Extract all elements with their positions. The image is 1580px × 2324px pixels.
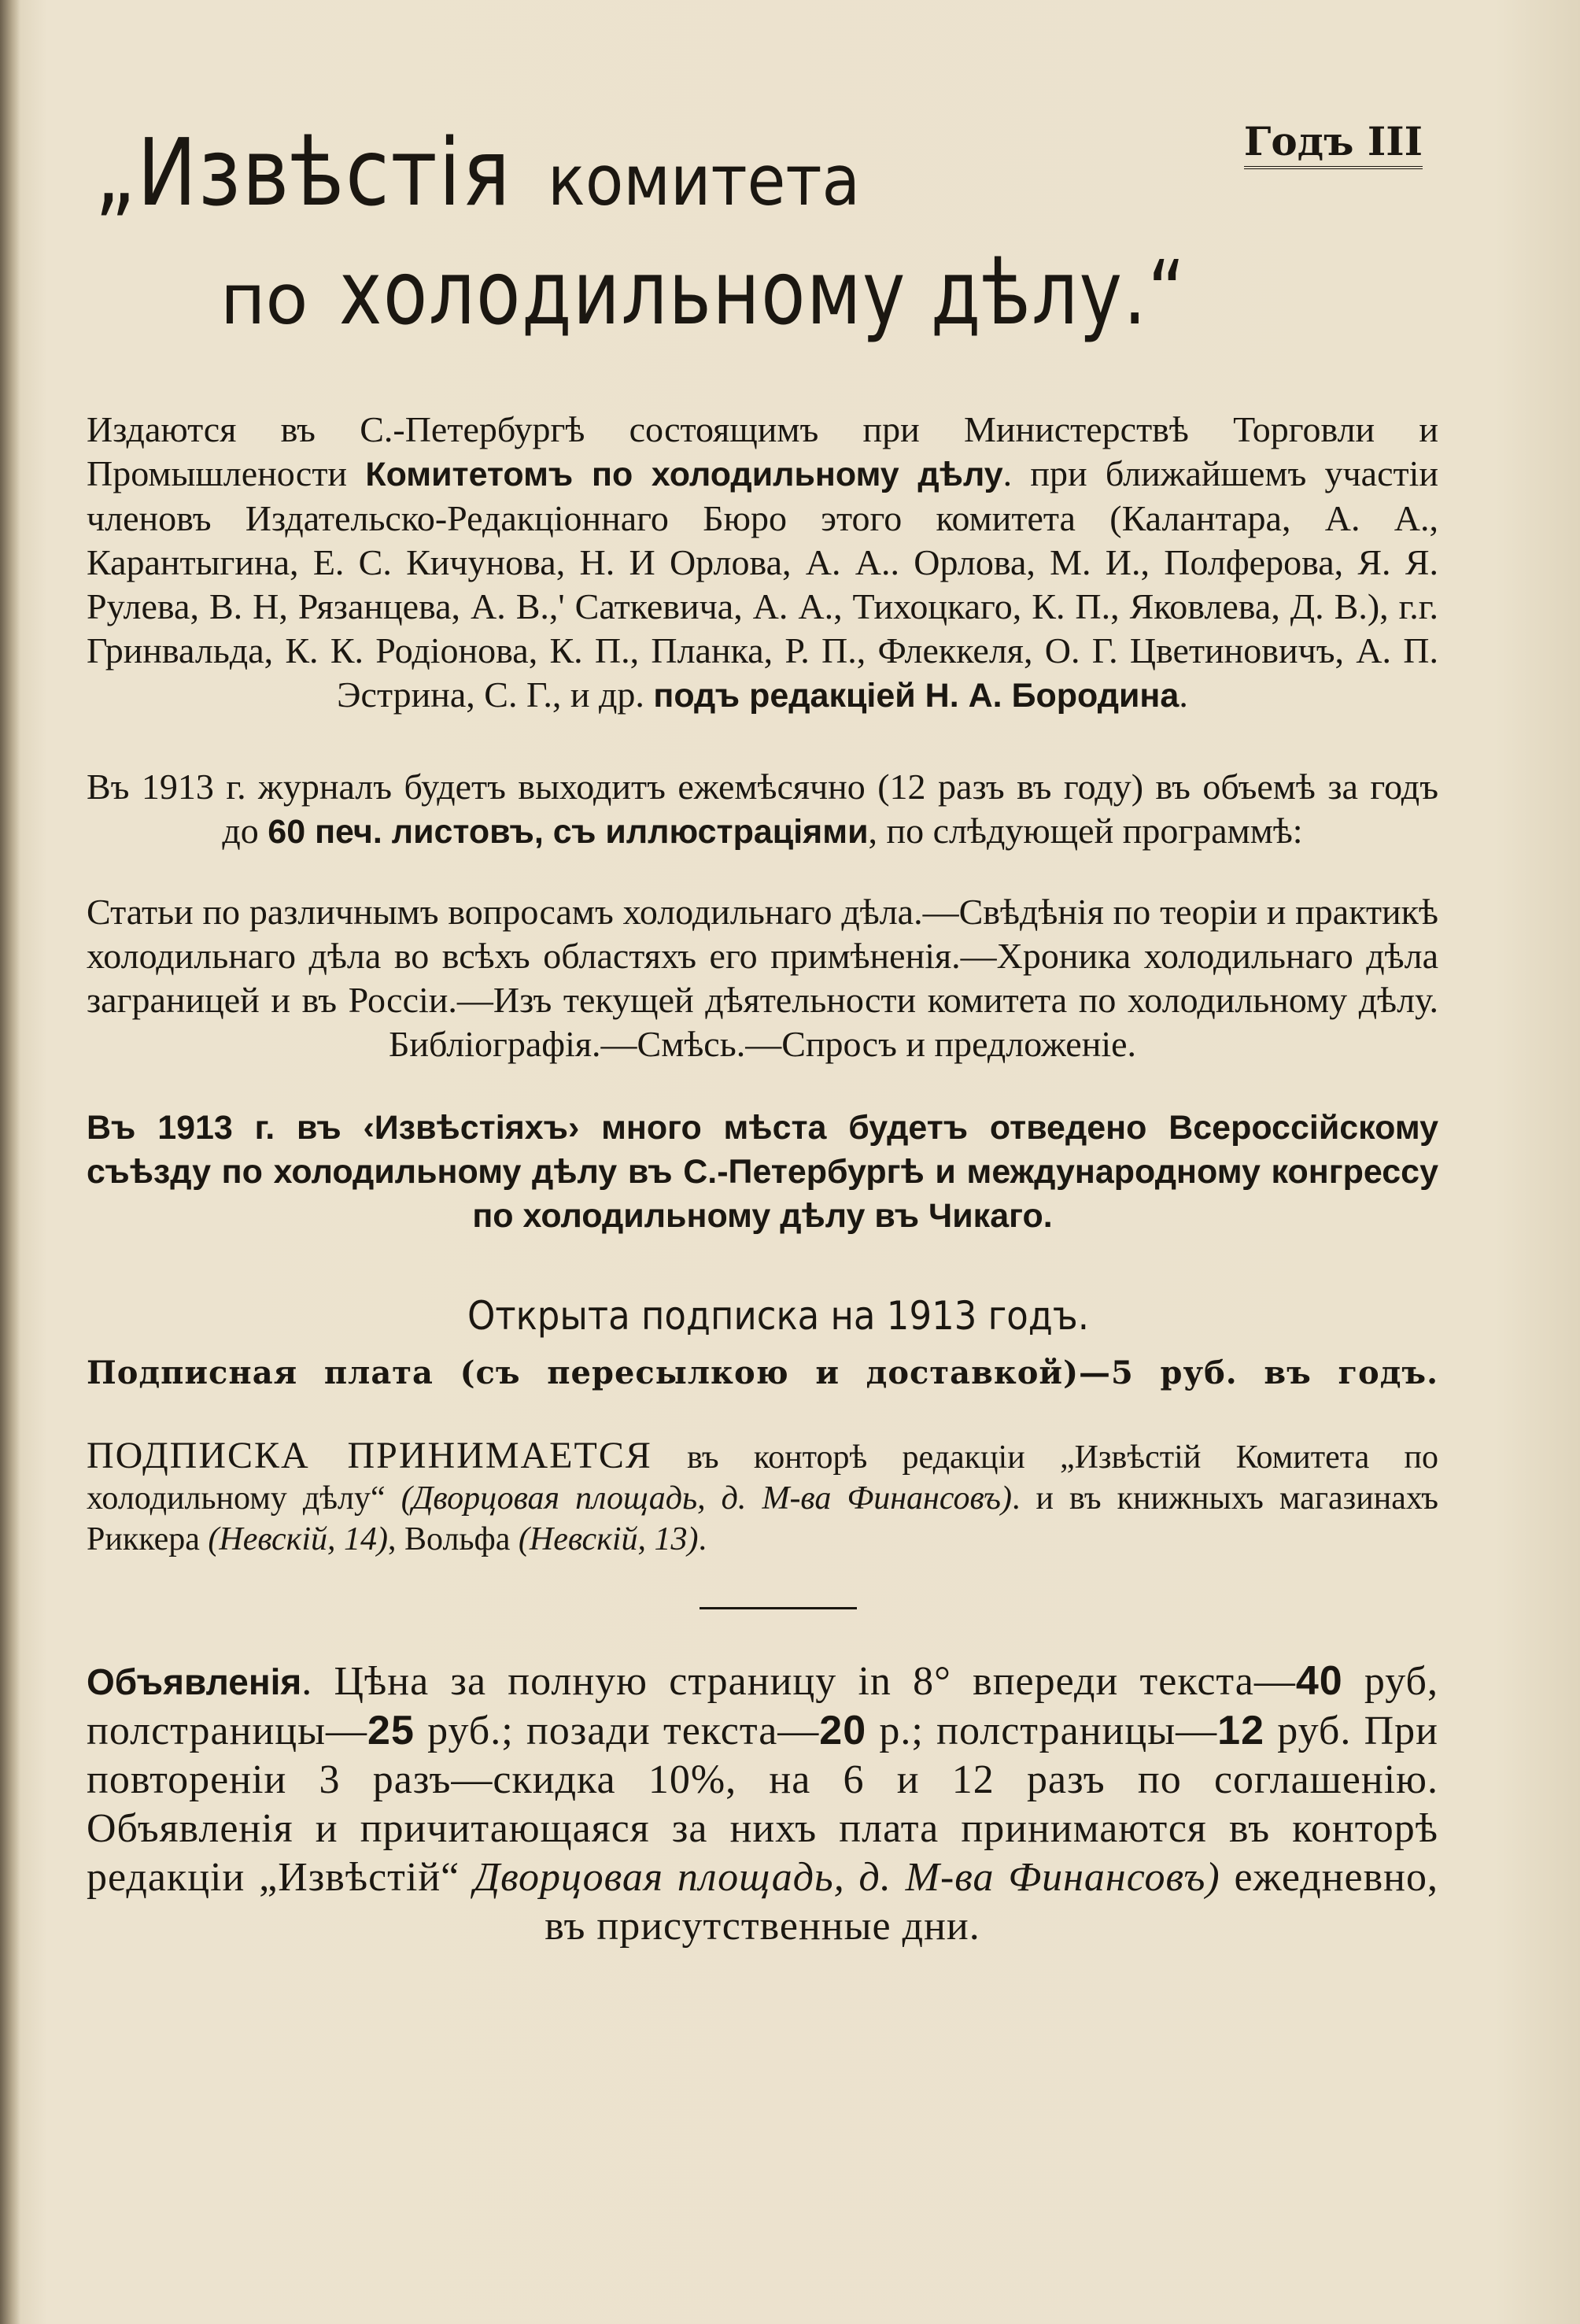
masthead-title-izvestiya: „Извѣстія bbox=[94, 118, 512, 227]
subscription-fee: Подписная плата (съ пересылкою и доставкой)—5 руб. въ годъ. bbox=[87, 1354, 1438, 1391]
ads-paragraph bbox=[87, 1657, 1438, 1951]
intro-text-1: Издаются въ С.-Петербургѣ состоящимъ при Министерствѣ Торговли и Промышлености bbox=[87, 409, 1438, 493]
accept-address-3: (Невскій, 13) bbox=[518, 1521, 699, 1557]
ads-price-1: 40 bbox=[1295, 1658, 1343, 1704]
masthead-word-po: по bbox=[220, 259, 308, 340]
subscription-accept-paragraph bbox=[87, 1435, 1438, 1560]
masthead-line-2 bbox=[220, 242, 1462, 345]
year-label: Годъ III bbox=[1244, 118, 1423, 169]
accept-text-3: , Вольфа bbox=[387, 1521, 519, 1557]
ads-address: Дворцовая площадь, д. М-ва Финансовъ) bbox=[474, 1855, 1220, 1900]
intro-editor: подъ редакціей Н. А. Бородина bbox=[653, 677, 1179, 715]
accept-address-1: (Дворцовая площадь, д. М-ва Финансовъ) bbox=[401, 1480, 1012, 1517]
subscription-heading: Открыта подписка на 1913 годъ. bbox=[467, 1293, 1090, 1339]
section-divider bbox=[700, 1607, 857, 1609]
ads-text-3: руб.; позади текста— bbox=[414, 1709, 820, 1753]
schedule-volume: 60 печ. листовъ, съ иллюстраціями bbox=[268, 813, 869, 851]
ads-text-4: р.; полстраницы— bbox=[866, 1709, 1218, 1753]
ads-label: Объявленія bbox=[87, 1661, 302, 1702]
masthead-word-komiteta: комитета bbox=[548, 140, 861, 221]
accept-text-4: . bbox=[698, 1521, 707, 1557]
schedule-paragraph bbox=[87, 765, 1438, 854]
ads-text-1: . Цѣна за полную страницу in 8° впереди текста— bbox=[301, 1659, 1296, 1704]
ads-text-6: ежедневно, въ присутственные дни. bbox=[545, 1855, 1439, 1949]
ads-price-2: 25 bbox=[367, 1708, 415, 1753]
accept-caps-heading: ПОДПИСКА ПРИНИМАЕТСЯ bbox=[87, 1435, 652, 1476]
intro-text-2: . при ближайшемъ участіи членовъ Издательско-Редакціоннаго Бюро этого комитета (Калантара, А. А., Карантыгина, Е. С. Кичунова, Н. И Орлова, А. А.. Орлова, М. И., Полферова, Я. Я. Рулева, В. Н, Рязанцева, А. В.,' Саткевича, А. А., Тихоцкаго, К. П., Яковлева, Д. В.), г.г. Гринвальда, К. К. Родіонова, К. П., Планка, Р. П., Флеккеля, О. Г. Цветиновичъ, А. П. Эстрина, С. Г., и др. bbox=[87, 453, 1438, 715]
accept-address-2: (Невскій, 14) bbox=[208, 1521, 388, 1557]
book-spine-shadow bbox=[0, 0, 20, 2324]
masthead-title-holodilnomu: холодильному дѣлу.“ bbox=[339, 242, 1187, 345]
program-paragraph: Статьи по различнымъ вопросамъ холодильнаго дѣла.—Свѣдѣнія по теоріи и практикѣ холодильнаго дѣла во всѣхъ областяхъ его примѣненія.—Хроника холодильнаго дѣла заграницей и въ Россіи.—Изъ текущей дѣятельности комитета по холодильному дѣлу. Библіографія.—Смѣсь.—Спросъ и предложеніе. bbox=[87, 892, 1438, 1064]
ads-text-2: руб, полстраницы— bbox=[87, 1659, 1439, 1753]
schedule-text-2: , по слѣдующей программѣ: bbox=[868, 811, 1303, 851]
accept-text-1: въ конторѣ редакціи „Извѣстій Комитета по холодильному дѣлу“ bbox=[87, 1439, 1439, 1517]
ads-price-4: 12 bbox=[1217, 1708, 1264, 1753]
intro-text-3: . bbox=[1179, 674, 1188, 715]
ads-price-3: 20 bbox=[819, 1708, 867, 1753]
intro-paragraph bbox=[87, 408, 1438, 718]
schedule-text-1: Въ 1913 г. журналъ будетъ выходитъ ежемѣсячно (12 разъ въ году) въ объемѣ за годъ до bbox=[87, 767, 1438, 851]
congress-paragraph: Въ 1913 г. въ ‹Извѣстіяхъ› много мѣста будетъ отведено Всероссійскому съѣзду по холодильному дѣлу въ С.-Петербургѣ и международному конгрессу по холодильному дѣлу въ Чикаго. bbox=[87, 1109, 1438, 1235]
ads-text-5: руб. При повтореніи 3 разъ—скидка 10%, на 6 и 12 разъ по соглашенію. Объявленія и причитающаяся за нихъ плата принимаются въ конторѣ редакціи „Извѣстій“ bbox=[87, 1709, 1439, 1900]
accept-text-2: . и въ книжныхъ магазинахъ Риккера bbox=[87, 1480, 1438, 1557]
intro-committee-name: Комитетомъ по холодильному дѣлу bbox=[365, 456, 1003, 493]
